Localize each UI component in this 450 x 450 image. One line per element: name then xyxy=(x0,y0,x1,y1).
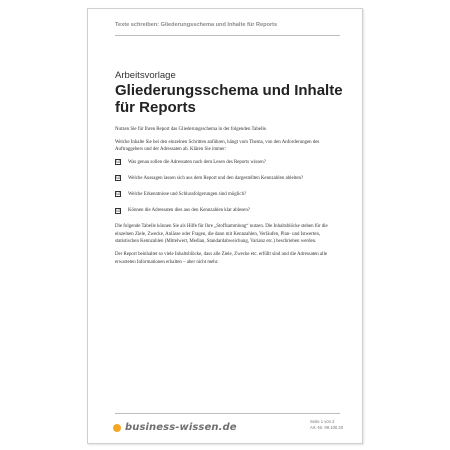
article-number: Art.-Nr. 99.100.20 xyxy=(310,425,344,430)
header-divider xyxy=(115,35,340,36)
checklist-item-text: Können die Adressaten dies aus den Kennzahlen klar ablesen? xyxy=(128,208,250,214)
document-body xyxy=(115,126,330,271)
logo-dot-icon xyxy=(113,424,121,432)
checklist-item xyxy=(115,175,330,183)
business-wissen-logo xyxy=(113,422,237,433)
intro-paragraph-2: Welche Inhalte Sie bei den einzelnen Schritten anführen, hängt vom Thema, von den Anforderungen des Auftraggebers und der Adressaten ab. Klären Sie immer: xyxy=(115,139,320,153)
running-header: Texte schreiben: Gliederungsschema und Inhalte für Reports xyxy=(115,22,278,28)
document-page xyxy=(87,8,363,444)
checkbox-checked-icon: ☑ xyxy=(116,191,121,198)
checklist-item-text: Was genau sollen die Adressaten nach dem Lesen des Reports wissen? xyxy=(128,159,266,165)
document-kicker: Arbeitsvorlage xyxy=(115,70,176,81)
checkbox-checked-icon: ☑ xyxy=(116,175,121,182)
checkbox-checked-icon: ☑ xyxy=(116,207,121,214)
checklist-item xyxy=(115,191,330,199)
page-info xyxy=(310,419,350,431)
checklist-item-text: Welche Aussagen lassen sich aus dem Report und den dargestellten Kennzahlen ableiten? xyxy=(128,175,304,181)
outro-paragraph-2: Der Report beinhaltet so viele Inhaltsblöcke, dass alle Ziele, Zwecke etc. erfüllt sind und die Adressaten alle erwarteten Informationen erhalten – aber nicht mehr. xyxy=(115,251,327,265)
question-checklist xyxy=(115,159,330,215)
page-number: Seite 1 von 2 xyxy=(310,419,335,424)
outro-paragraph-1: Die folgende Tabelle können Sie als Hilfe für Ihre „Stoffsammlung“ nutzen. Die Inhaltsblöcke stehen für die einzelnen Ziele, Zwecke, Anlässe oder Fragen, die dann mit Kennzahlen, Verläufen, Plan- und Istwerten, statistischen Kennzahlen (Mittelwert, Median, Standardabweichung, Varianz etc.) beschrieben werden. xyxy=(115,224,328,245)
checkbox-checked-icon: ☑ xyxy=(116,159,121,166)
checklist-item-text: Welche Erkenntnisse und Schlussfolgerungen sind möglich? xyxy=(128,191,247,197)
logo-text: business-wissen.de xyxy=(125,422,237,433)
checklist-item xyxy=(115,207,330,215)
intro-paragraph-1: Nutzen Sie für Ihren Report das Gliederungsschema in der folgenden Tabelle. xyxy=(115,127,268,132)
checklist-item xyxy=(115,159,330,167)
footer-divider xyxy=(115,413,340,414)
page-title: Gliederungsschema und Inhalte für Reports xyxy=(115,82,343,116)
